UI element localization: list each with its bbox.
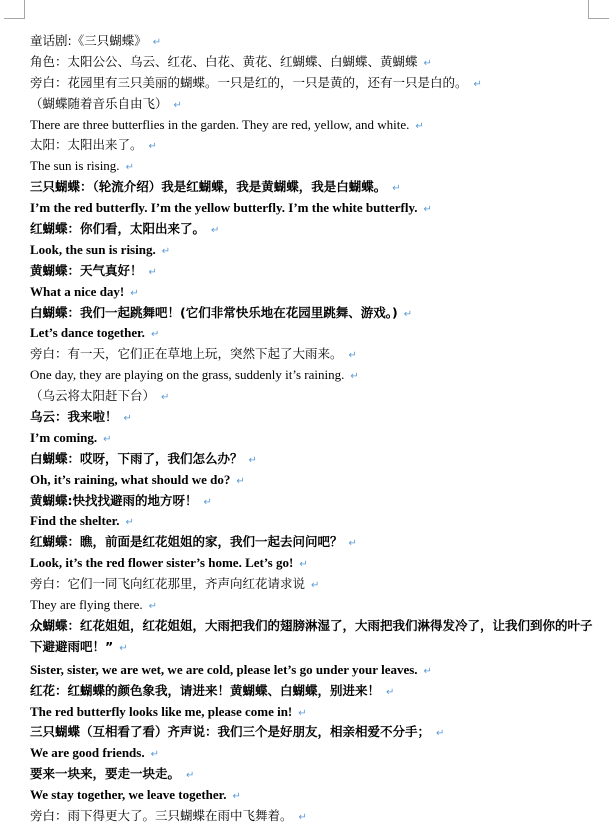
paragraph-mark-icon: ↵ (248, 454, 257, 466)
paragraph-mark-icon: ↵ (152, 37, 162, 48)
line-text: 红蝴蝶：你们看，太阳出来了。 (30, 221, 206, 237)
paragraph-mark-icon: ↵ (348, 538, 357, 550)
script-line[interactable] (30, 177, 595, 198)
paragraph-mark-icon: ↵ (423, 57, 432, 69)
line-text: 太阳：太阳出来了。 (30, 137, 143, 153)
line-text: 乌云：我来啦！ (30, 409, 118, 425)
paragraph-mark-icon: ↵ (211, 225, 220, 237)
script-line[interactable] (30, 806, 595, 827)
script-line[interactable] (30, 407, 595, 428)
line-text: 角色：太阳公公、乌云、红花、白花、黄花、红蝴蝶、白蝴蝶、黄蝴蝶 (30, 53, 418, 69)
line-text: What a nice day! (30, 283, 125, 299)
script-line[interactable] (30, 386, 595, 407)
paragraph-mark-icon: ↵ (298, 707, 307, 719)
paragraph-mark-icon: ↵ (161, 392, 170, 404)
script-line[interactable] (30, 532, 595, 553)
script-line[interactable] (30, 94, 595, 115)
script-line[interactable] (30, 491, 595, 512)
paragraph-mark-icon: ↵ (125, 162, 134, 174)
line-text: （乌云将太阳赶下台） (30, 388, 156, 404)
script-line[interactable] (30, 785, 595, 806)
line-text: 童话剧:《三只蝴蝶》 (30, 33, 147, 48)
line-text: They are flying there. (30, 597, 143, 613)
line-text: 黄蝴蝶：天气真好！ (30, 262, 143, 278)
paragraph-mark-icon: ↵ (186, 770, 195, 782)
line-text: Look, the sun is rising. (30, 241, 156, 257)
line-text: We are good friends. (30, 745, 145, 761)
script-line[interactable] (30, 198, 595, 219)
paragraph-mark-icon: ↵ (148, 141, 157, 153)
script-line[interactable] (30, 702, 595, 723)
script-line[interactable] (30, 115, 595, 136)
script-line[interactable] (30, 660, 595, 681)
line-text: 黄蝴蝶:快找找避雨的地方呀！ (30, 492, 198, 508)
line-text: One day, they are playing on the grass, suddenly it’s raining. (30, 367, 345, 383)
script-line[interactable] (30, 52, 595, 73)
line-text: I’m coming. (30, 429, 98, 445)
paragraph-mark-icon: ↵ (311, 580, 320, 592)
line-text: 白蝴蝶：我们一起跳舞吧！(它们非常快乐地在花园里跳舞、游戏。) (30, 304, 398, 320)
paragraph-mark-icon: ↵ (392, 183, 401, 195)
paragraph-mark-icon: ↵ (236, 475, 245, 487)
script-line[interactable] (30, 722, 595, 743)
paragraph-mark-icon: ↵ (403, 308, 413, 320)
paragraph-mark-icon: ↵ (148, 266, 157, 278)
line-text: 要来一块来，要走一块走。 (30, 766, 181, 782)
line-text: The sun is rising. (30, 158, 120, 174)
paragraph-mark-icon: ↵ (119, 642, 128, 654)
line-text: 三只蝴蝶（互相看了看）齐声说：我们三个是好朋友，相亲相爱不分手； (30, 724, 431, 740)
paragraph-mark-icon: ↵ (123, 413, 132, 425)
script-line[interactable] (30, 31, 595, 52)
paragraph-mark-icon: ↵ (298, 811, 307, 823)
line-text: I’m the red butterfly. I’m the yellow butterfly. I’m the white butterfly. (30, 200, 418, 216)
paragraph-mark-icon: ↵ (232, 791, 241, 803)
script-line[interactable] (30, 428, 595, 449)
script-line[interactable] (30, 261, 595, 282)
line-text: Find the shelter. (30, 513, 120, 529)
script-line[interactable] (30, 156, 595, 177)
line-text: 旁白：有一天，它们正在草地上玩，突然下起了大雨来。 (30, 346, 343, 362)
line-text: 三只蝴蝶：（轮流介绍）我是红蝴蝶，我是黄蝴蝶，我是白蝴蝶。 (30, 179, 387, 195)
script-line[interactable] (30, 73, 595, 94)
line-text: 红花：红蝴蝶的颜色象我，请进来！黄蝴蝶、白蝴蝶，别进来！ (30, 682, 381, 698)
paragraph-mark-icon: ↵ (350, 371, 359, 383)
script-line[interactable] (30, 282, 595, 303)
script-line[interactable] (30, 135, 595, 156)
line-text: Oh, it’s raining, what should we do? (30, 471, 231, 487)
script-line[interactable] (30, 303, 595, 324)
script-line[interactable] (30, 344, 595, 365)
line-text: 旁白：雨下得更大了。三只蝴蝶在雨中飞舞着。 (30, 807, 293, 823)
paragraph-mark-icon: ↵ (299, 559, 308, 571)
paragraph-mark-icon: ↵ (130, 287, 139, 299)
script-line[interactable] (30, 240, 595, 261)
paragraph-mark-icon: ↵ (473, 78, 482, 90)
script-line[interactable] (30, 365, 595, 386)
paragraph-mark-icon: ↵ (348, 350, 357, 362)
script-line[interactable] (30, 616, 595, 660)
script-line[interactable] (30, 470, 595, 491)
line-text: 众蝴蝶：红花姐姐，红花姐姐，大雨把我们的翅膀淋湿了，大雨把我们淋得发冷了，让我们到你的叶子下避避雨吧！” (30, 617, 593, 654)
script-line[interactable] (30, 574, 595, 595)
script-line[interactable] (30, 219, 595, 240)
paragraph-mark-icon: ↵ (203, 496, 212, 508)
paragraph-mark-icon: ↵ (161, 245, 171, 257)
line-text: 白蝴蝶：哎呀，下雨了，我们怎么办？ (30, 450, 243, 466)
line-text: Let’s dance together. (30, 325, 145, 341)
paragraph-mark-icon: ↵ (436, 728, 445, 740)
script-line[interactable] (30, 511, 595, 532)
script-line[interactable] (30, 449, 595, 470)
paragraph-mark-icon: ↵ (103, 433, 112, 445)
line-text: There are three butterflies in the garden. They are red, yellow, and white. (30, 116, 410, 132)
line-text: 旁白：它们一同飞向红花那里，齐声向红花请求说 (30, 576, 306, 592)
line-text: （蝴蝶随着音乐自由飞） (30, 95, 168, 111)
page-corner-mark-right (588, 0, 609, 19)
script-line[interactable] (30, 323, 595, 344)
script-line[interactable] (30, 553, 595, 574)
line-text: 旁白：花园里有三只美丽的蝴蝶。一只是红的，一只是黄的，还有一只是白的。 (30, 74, 468, 90)
document-page[interactable] (30, 31, 595, 827)
paragraph-mark-icon: ↵ (125, 517, 134, 529)
line-text: The red butterfly looks like me, please come in! (30, 703, 293, 719)
paragraph-mark-icon: ↵ (423, 665, 432, 677)
line-text: 红蝴蝶：瞧，前面是红花姐姐的家，我们一起去问问吧？ (30, 534, 343, 550)
script-line[interactable] (30, 743, 595, 764)
page-corner-mark-left (4, 0, 25, 19)
script-line[interactable] (30, 681, 595, 702)
paragraph-mark-icon: ↵ (386, 686, 395, 698)
paragraph-mark-icon: ↵ (150, 329, 160, 341)
script-line[interactable] (30, 595, 595, 616)
paragraph-mark-icon: ↵ (423, 204, 432, 216)
script-line[interactable] (30, 764, 595, 785)
paragraph-mark-icon: ↵ (415, 120, 424, 132)
line-text: Sister, sister, we are wet, we are cold, please let’s go under your leaves. (30, 661, 418, 677)
line-text: Look, it’s the red flower sister’s home. Let’s go! (30, 555, 294, 571)
paragraph-mark-icon: ↵ (150, 749, 159, 761)
line-text: We stay together, we leave together. (30, 787, 227, 803)
paragraph-mark-icon: ↵ (173, 99, 182, 111)
paragraph-mark-icon: ↵ (148, 601, 158, 613)
